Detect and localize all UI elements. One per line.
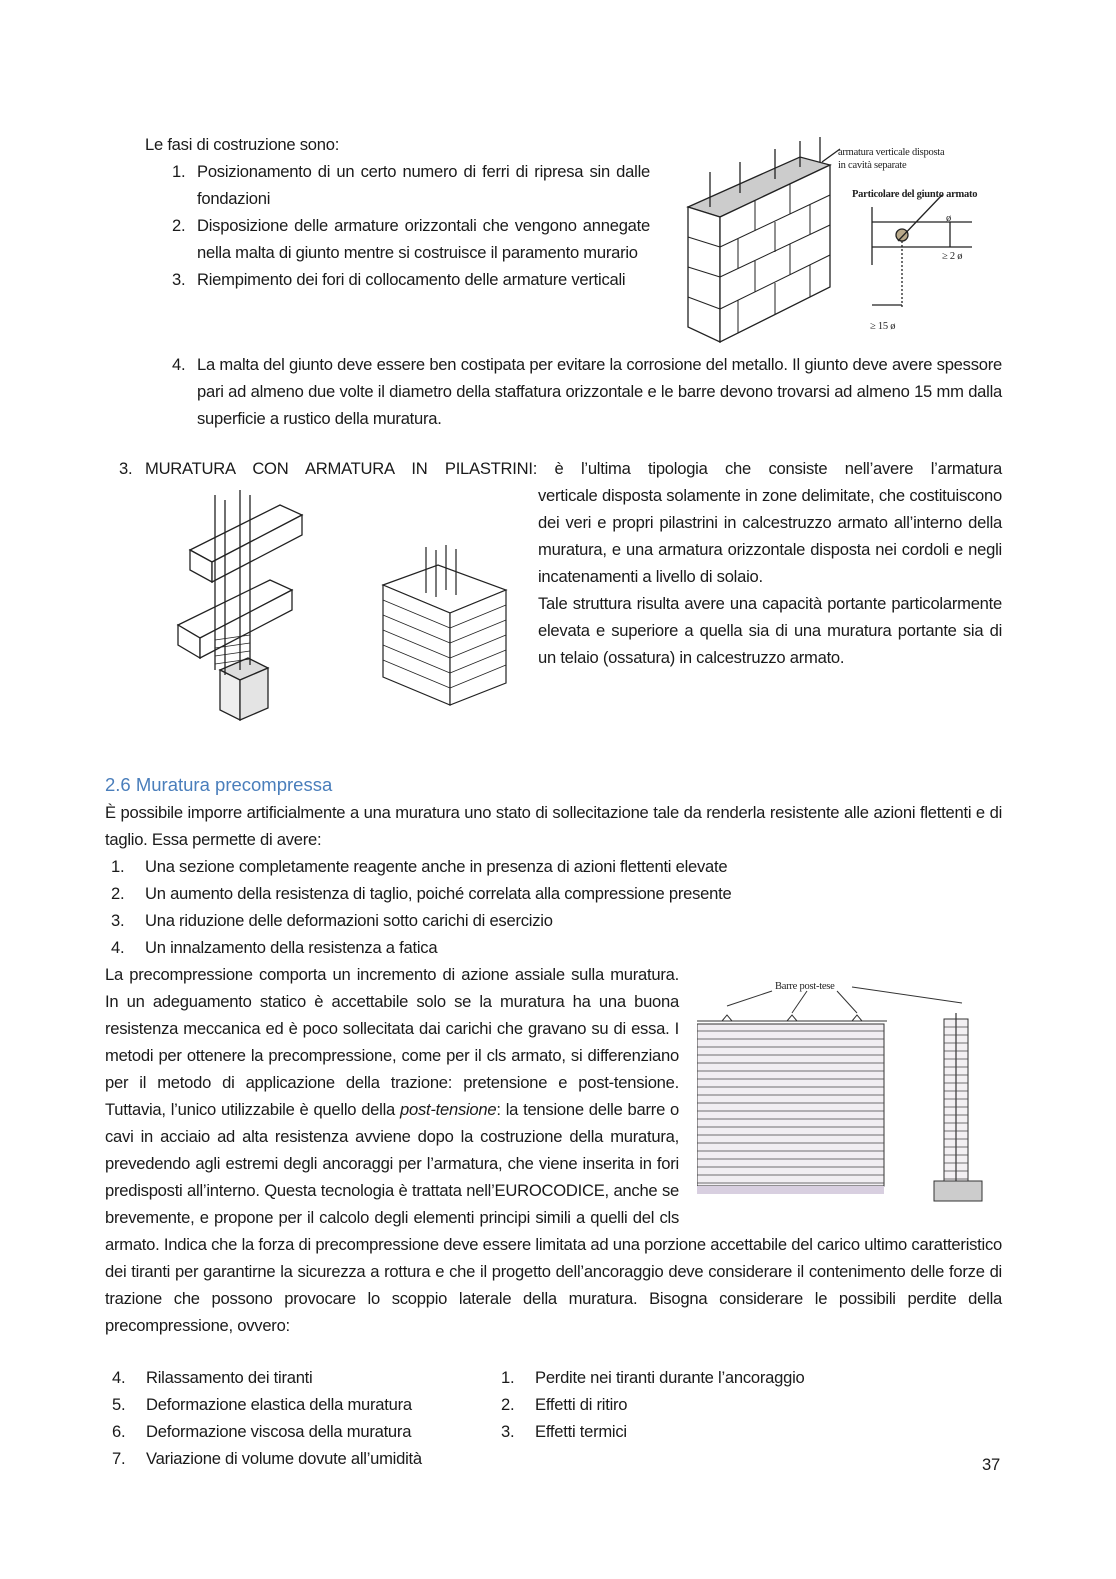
list-item [105, 1445, 495, 1472]
section-heading: 2.6 Muratura precompressa [105, 774, 333, 795]
item-number: 3. [501, 1422, 515, 1441]
item-text: La malta del giunto deve essere ben costipata per evitare la corrosione del metallo. Il giunto deve avere spessore pari ad almeno due volte il diametro della staffatura orizzontale e le barre devono trovarsi ad almeno 15 mm dalla superficie a rustico della muratura. [197, 355, 1002, 428]
item-text: Effetti termici [535, 1422, 627, 1441]
list-item [105, 853, 1002, 880]
phases-block [145, 131, 1002, 432]
list-item [145, 158, 1002, 212]
item-number: 4. [111, 938, 125, 957]
body-text-a: La precompressione comporta un incremento di azione assiale sulla muratura. In un adeguamento statico è accettabile solo se la muratura ha una buona resistenza meccanica ed è poco sollecitata dai carichi che gravano su di essa. I metodi per ottenere la precompressione, come per il cls armato, si differenziano per il metodo di applicazione della trazione: pretensione e post-tensione. Tuttavia, l’unico utilizzabile è quello della [105, 965, 679, 1119]
benefits-list [105, 853, 1002, 961]
list-item [105, 1391, 495, 1418]
post-tensioned-bars-label: Barre post-tese [775, 981, 835, 992]
item-number: 4. [172, 355, 186, 374]
item-number: 1. [172, 162, 186, 181]
item-number: 5. [112, 1395, 126, 1414]
item-text: Un innalzamento della resistenza a fatica [145, 938, 438, 957]
phases-intro: Le fasi di costruzione sono: [145, 135, 340, 154]
pilastrini-number: 3. [119, 459, 133, 478]
item-text: Posizionamento di un certo numero di ferri di ripresa sin dalle fondazioni [197, 162, 650, 208]
item-number: 2. [172, 216, 186, 235]
pilastrini-first-line: MURATURA CON ARMATURA IN PILASTRINI: è l’ultima tipologia che consiste nell’avere l’armatura [145, 459, 1002, 478]
item-text: Effetti di ritiro [535, 1395, 628, 1414]
body-text-emphasis: post-tensione [399, 1100, 497, 1119]
item-number: 6. [112, 1422, 126, 1441]
item-text: Un aumento della resistenza di taglio, poiché correlata alla compressione presente [145, 884, 732, 903]
phi-label: ø [946, 213, 951, 224]
item-text: Deformazione elastica della muratura [146, 1395, 412, 1414]
losses-list-left [105, 1364, 495, 1472]
vertical-rebar-label: armatura verticale disposta [838, 147, 945, 158]
dim-15phi-label: ≥ 15 ø [870, 321, 896, 332]
item-text: Rilassamento dei tiranti [146, 1368, 313, 1387]
list-item [145, 351, 1002, 432]
page-number: 37 [982, 1455, 1000, 1474]
item-number: 3. [172, 270, 186, 289]
losses-list-right [500, 1364, 920, 1445]
item-number: 1. [501, 1368, 515, 1387]
joint-detail-title: Particolare del giunto armato [852, 189, 978, 200]
block-column-figure [170, 490, 330, 725]
list-item [105, 1418, 495, 1445]
list-item [105, 880, 1002, 907]
pilastrini-description [538, 482, 1002, 671]
item-number: 2. [501, 1395, 515, 1414]
section-intro: È possibile imporre artificialmente a una muratura uno stato di sollecitazione tale da renderla resistente alle azioni flettenti e di taglio. Essa permette di avere: [105, 803, 1002, 849]
item-number: 2. [111, 884, 125, 903]
brick-column-figure [378, 545, 510, 710]
item-text: Variazione di volume dovute all’umidità [146, 1449, 422, 1468]
list-item [145, 212, 1002, 266]
list-item [500, 1391, 920, 1418]
dim-2phi-label: ≥ 2 ø [942, 251, 963, 262]
item-text: Una sezione completamente reagente anche in presenza di azioni flettenti elevate [145, 857, 728, 876]
pilastrini-para-2: Tale struttura risulta avere una capacità portante particolarmente elevata e superiore a quella sia di una muratura portante sia di un telaio (ossatura) in calcestruzzo armato. [538, 594, 1002, 667]
list-item [500, 1364, 920, 1391]
list-item [105, 1364, 495, 1391]
post-tensioned-wall-figure [697, 961, 1002, 1229]
list-item [105, 907, 1002, 934]
item-text: Disposizione delle armature orizzontali che vengono annegate nella malta di giunto mentre si costruisce il paramento murario [197, 216, 650, 262]
item-number: 1. [111, 857, 125, 876]
list-item [145, 266, 1002, 293]
item-number: 4. [112, 1368, 126, 1387]
body-text-b: : la tensione delle barre o cavi in acciaio ad alta resistenza avviene dopo la costruzione della muratura, prevedendo agli estremi degli ancoraggi per l’armatura, che viene inserita in fori predisposti all’interno. Questa tecnologia è trattata nell’EUROCODICE, anche se brevemente, e propone per il calcolo degli elementi principi simili a quelli del cls armato. Indica che la forza di precompressione deve essere limitata ad una porzione accettabile del carico ultimo caratteristico dei tiranti per garantirne la sicurezza a rottura e che il progetto dell’ancoraggio deve considerare il contenimento delle forze di trazione che possono provocare lo scoppio laterale della muratura. Bisogna considerare le possibili perdite della precompressione, ovvero: [105, 1100, 1002, 1335]
item-number: 3. [111, 911, 125, 930]
list-item [105, 934, 1002, 961]
list-item [500, 1418, 920, 1445]
vertical-rebar-label-2: in cavità separate [838, 160, 907, 171]
pilastrini-para-1: verticale disposta solamente in zone delimitate, che costituiscono dei veri e propri pilastrini in calcestruzzo armato all’interno della muratura, e una armatura orizzontale disposta nei cordoli e negli incatenamenti a livello di solaio. [538, 486, 1002, 586]
item-text: Deformazione viscosa della muratura [146, 1422, 412, 1441]
item-text: Riempimento dei fori di collocamento delle armature verticali [197, 270, 626, 289]
item-number: 7. [112, 1449, 126, 1468]
item-text: Una riduzione delle deformazioni sotto carichi di esercizio [145, 911, 553, 930]
precompression-body [105, 961, 1002, 1339]
item-text: Perdite nei tiranti durante l’ancoraggio [535, 1368, 805, 1387]
